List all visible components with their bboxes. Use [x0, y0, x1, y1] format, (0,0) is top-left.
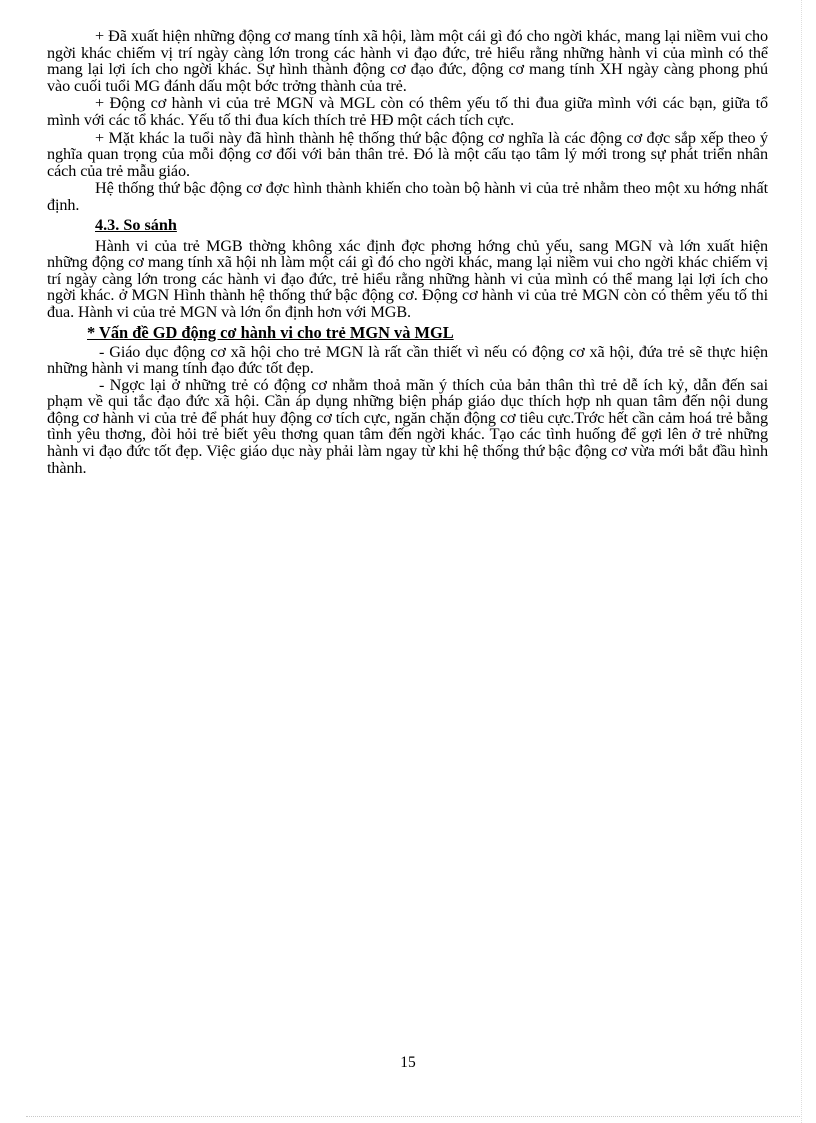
paragraph-education-social: - Giáo dục động cơ xã hội cho trẻ MGN là rất cần thiết vì nếu có động cơ xã hội, đứa trẻ sẽ thực hiện những hành vi mang tính đạo đức tốt đẹp.: [47, 342, 768, 378]
paragraph-hierarchy-direction: Hệ thống thứ bậc động cơ đợc hình thành khiến cho toàn bộ hành vi của trẻ nhằm theo một xu hớng nhất định.: [47, 179, 768, 214]
paragraph-motive-hierarchy: + Mặt khác la tuổi này đã hình thành hệ thống thứ bậc động cơ nghĩa là các động cơ đợc sắp xếp theo ý nghĩa quan trọng của mỗi động cơ đối với bản thân trẻ. Đó là một cấu tạo tâm lý mới trong sự phát triển nhân cách của trẻ mẫu giáo.: [47, 128, 768, 180]
section-heading-comparison: 4.3. So sánh: [95, 215, 177, 234]
document-body: [47, 28, 768, 476]
page-number: 15: [400, 1054, 416, 1071]
section-heading-education: * Vấn đề GD động cơ hành vi cho trẻ MGN và MGL: [87, 322, 454, 342]
paragraph-education-methods: - Ngợc lại ở những trẻ có động cơ nhằm thoả mãn ý thích của bản thân thì trẻ dễ ích kỷ, dẫn đến sai phạm về qui tắc đạo đức xã hội. Cần áp dụng những biện pháp giáo dục thích hợp nh quan tâm đến nội dung động cơ hành vi của trẻ để phát huy động cơ tích cực, ngăn chặn động cơ tiêu cực.Trớc hết cần cảm hoá trẻ bằng tình yêu thơng, đòi hỏi trẻ biết yêu thơng quan tâm đến ngời khác. Tạo các tình huống để gợi lên ở trẻ những hành vi đạo đức tốt đẹp. Việc giáo dục này phải làm ngay từ khi hệ thống thứ bậc động cơ vừa mới bắt đầu hình thành.: [47, 375, 768, 477]
paragraph-comparison: Hành vi của trẻ MGB thờng không xác định đợc phơng hớng chủ yếu, sang MGN và lớn xuất hiện những động cơ mang tính xã hội nh làm một cái gì đó cho ngời khác, mang lại niềm vui cho ngời khác chiếm vị trí ngày càng lớn trong các hành vi đạo đức, trẻ hiểu rằng những hành vi của mình có thể mang lại lợi ích cho ngời khác. ở MGN Hình thành hệ thống thứ bậc động cơ. Động cơ hành vi của trẻ MGN còn có thêm yếu tố thi đua. Hành vi của trẻ MGN và lớn ổn định hơn với MGB.: [47, 236, 768, 321]
paragraph-social-motives: + Đã xuất hiện những động cơ mang tính xã hội, làm một cái gì đó cho ngời khác, mang lại niềm vui cho ngời khác chiếm vị trí ngày càng lớn trong các hành vi đạo đức, trẻ hiểu rằng những hành vi của mình có thể mang lại lợi ích cho ngời khác. Sự hình thành động cơ đạo đức, động cơ mang tính XH ngày càng phong phú vào cuối tuổi MG đánh dấu một bớc trởng thành của trẻ.: [47, 27, 768, 95]
page-bottom-edge: [26, 1116, 802, 1117]
paragraph-competition: + Động cơ hành vi của trẻ MGN và MGL còn có thêm yếu tố thi đua giữa mình với các bạn, giữa tổ mình với các tổ khác. Yếu tố thi đua kích thích trẻ HĐ một cách tích cực.: [47, 94, 768, 129]
page-right-edge: [801, 0, 802, 1123]
